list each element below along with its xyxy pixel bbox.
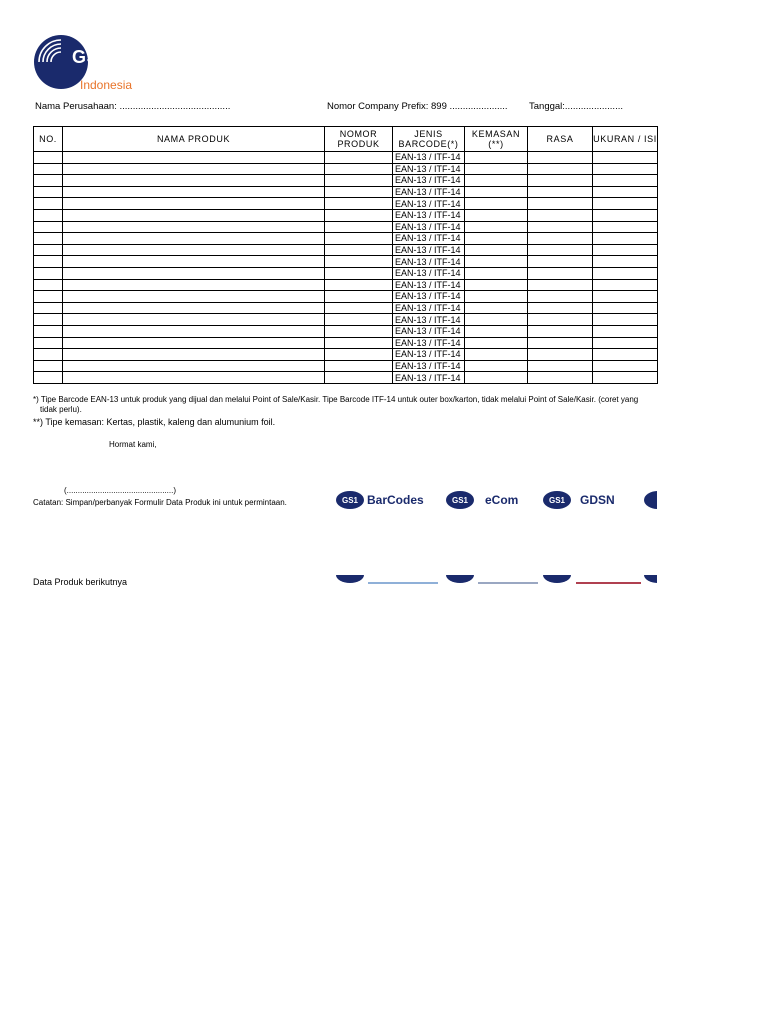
- barcode-type-cell[interactable]: EAN-13 / ITF-14: [393, 337, 465, 349]
- table-cell[interactable]: [465, 349, 528, 361]
- table-cell[interactable]: [325, 186, 393, 198]
- table-cell[interactable]: [528, 198, 593, 210]
- table-row: [34, 221, 658, 233]
- brand-strip: [336, 489, 657, 513]
- table-cell[interactable]: [34, 256, 63, 268]
- table-row: [34, 163, 658, 175]
- table-cell[interactable]: [63, 221, 325, 233]
- table-cell[interactable]: [528, 244, 593, 256]
- gdsn-brand-icon: [543, 491, 615, 509]
- table-row: [34, 267, 658, 279]
- table-cell[interactable]: [325, 360, 393, 372]
- col-kemasan-line1: KEMASAN: [471, 129, 521, 139]
- table-cell[interactable]: [465, 291, 528, 303]
- date-field: Tanggal:......................: [529, 101, 623, 112]
- brand-ecom: eCom: [485, 493, 519, 507]
- col-kemasan-line2: (**): [488, 139, 504, 149]
- gs1-mini-logo-cut: [446, 575, 474, 583]
- table-cell[interactable]: [528, 209, 593, 221]
- logo-subtitle: Indonesia: [80, 78, 133, 92]
- table-cell[interactable]: [63, 152, 325, 164]
- gs1-mini-logo-cut: [336, 575, 364, 583]
- barcode-type-cell[interactable]: EAN-13 / ITF-14: [393, 372, 465, 384]
- table-cell[interactable]: [465, 372, 528, 384]
- gs1-mini-logo-cut: [543, 575, 571, 583]
- table-row: [34, 360, 658, 372]
- table-cell[interactable]: [34, 221, 63, 233]
- col-kemasan: [465, 127, 528, 152]
- note-barcode-line1: *) Tipe Barcode EAN-13 untuk produk yang dijual dan melalui Point of Sale/Kasir. Tipe Barcode ITF-14 untuk outer box/karton, tidak melalui Point of Sale/Kasir. (coret yang: [33, 395, 639, 404]
- gs1-mini-logo: GS1: [446, 491, 474, 509]
- table-cell[interactable]: [63, 325, 325, 337]
- note-kemasan: **) Tipe kemasan: Kertas, plastik, kaleng dan alumunium foil.: [33, 417, 276, 427]
- table-cell[interactable]: [593, 163, 658, 175]
- table-cell[interactable]: [325, 209, 393, 221]
- barcode-type-cell[interactable]: EAN-13 / ITF-14: [393, 221, 465, 233]
- table-row: [34, 291, 658, 303]
- table-cell[interactable]: [63, 163, 325, 175]
- barcode-type-cell[interactable]: EAN-13 / ITF-14: [393, 267, 465, 279]
- table-cell[interactable]: [465, 256, 528, 268]
- table-cell[interactable]: [34, 372, 63, 384]
- table-cell[interactable]: [593, 291, 658, 303]
- table-cell[interactable]: [34, 267, 63, 279]
- table-cell[interactable]: [465, 163, 528, 175]
- table-cell[interactable]: [593, 349, 658, 361]
- table-cell[interactable]: [63, 349, 325, 361]
- table-cell[interactable]: [34, 209, 63, 221]
- table-cell[interactable]: [593, 337, 658, 349]
- table-cell[interactable]: [528, 360, 593, 372]
- closing-text: Hormat kami,: [109, 440, 157, 449]
- brand-gdsn: GDSN: [580, 493, 615, 507]
- table-cell[interactable]: [63, 267, 325, 279]
- table-cell[interactable]: [34, 198, 63, 210]
- table-cell[interactable]: [325, 302, 393, 314]
- table-cell[interactable]: [63, 360, 325, 372]
- company-prefix-field: Nomor Company Prefix: 899 ......................: [327, 101, 508, 112]
- table-cell[interactable]: [528, 163, 593, 175]
- table-cell[interactable]: [34, 163, 63, 175]
- table-cell[interactable]: [325, 233, 393, 245]
- table-cell[interactable]: [465, 152, 528, 164]
- table-cell[interactable]: [465, 302, 528, 314]
- barcode-type-cell[interactable]: EAN-13 / ITF-14: [393, 198, 465, 210]
- table-cell[interactable]: [465, 337, 528, 349]
- signature-line: (................................................): [64, 486, 177, 495]
- table-cell[interactable]: [593, 233, 658, 245]
- table-cell[interactable]: [528, 314, 593, 326]
- table-cell[interactable]: [465, 279, 528, 291]
- ecom-brand-icon: [446, 491, 518, 509]
- gs1-mini-logo: GS1: [336, 491, 364, 509]
- table-cell[interactable]: [325, 198, 393, 210]
- table-cell[interactable]: [465, 221, 528, 233]
- table-cell[interactable]: [593, 186, 658, 198]
- table-cell[interactable]: [465, 186, 528, 198]
- table-cell[interactable]: [63, 256, 325, 268]
- table-cell[interactable]: [34, 325, 63, 337]
- table-cell[interactable]: [34, 175, 63, 187]
- table-cell[interactable]: [325, 256, 393, 268]
- barcode-type-cell[interactable]: EAN-13 / ITF-14: [393, 175, 465, 187]
- table-cell[interactable]: [63, 233, 325, 245]
- table-cell[interactable]: [325, 372, 393, 384]
- table-row: [34, 152, 658, 164]
- barcode-type-cell[interactable]: EAN-13 / ITF-14: [393, 152, 465, 164]
- col-no: NO.: [34, 127, 63, 152]
- col-nomor-line2: PRODUK: [337, 139, 380, 149]
- next-data-label: Data Produk berikutnya: [33, 577, 128, 587]
- logo-mark: GS1: [72, 47, 110, 67]
- table-cell[interactable]: [34, 152, 63, 164]
- col-jenis-line2: BARCODE(*): [398, 139, 459, 149]
- gs1-mini-logo: GS1: [543, 491, 571, 509]
- table-cell[interactable]: [465, 244, 528, 256]
- col-rasa: RASA: [528, 127, 593, 152]
- table-cell[interactable]: [34, 186, 63, 198]
- table-cell[interactable]: [63, 175, 325, 187]
- note-barcode-line2: tidak perlu).: [40, 405, 82, 414]
- table-cell[interactable]: [325, 244, 393, 256]
- table-cell[interactable]: [34, 337, 63, 349]
- table-cell[interactable]: [528, 337, 593, 349]
- table-row: [34, 198, 658, 210]
- table-cell[interactable]: [528, 279, 593, 291]
- table-cell[interactable]: [593, 314, 658, 326]
- table-cell[interactable]: [593, 175, 658, 187]
- table-cell[interactable]: [528, 325, 593, 337]
- brand-barcodes: BarCodes: [367, 493, 424, 507]
- barcode-type-cell[interactable]: EAN-13 / ITF-14: [393, 244, 465, 256]
- divider: [576, 582, 641, 584]
- table-cell[interactable]: [325, 267, 393, 279]
- table-cell[interactable]: [325, 152, 393, 164]
- col-nama-produk: NAMA PRODUK: [63, 127, 325, 152]
- table-cell[interactable]: [528, 291, 593, 303]
- divider: [368, 582, 438, 584]
- table-cell[interactable]: [325, 325, 393, 337]
- table-cell[interactable]: [63, 302, 325, 314]
- barcode-type-cell[interactable]: EAN-13 / ITF-14: [393, 186, 465, 198]
- col-jenis-line1: JENIS: [414, 129, 443, 139]
- table-cell[interactable]: [528, 152, 593, 164]
- table-cell[interactable]: [325, 221, 393, 233]
- barcode-type-cell[interactable]: EAN-13 / ITF-14: [393, 256, 465, 268]
- barcode-type-cell[interactable]: EAN-13 / ITF-14: [393, 163, 465, 175]
- barcode-type-cell[interactable]: EAN-13 / ITF-14: [393, 349, 465, 361]
- table-cell[interactable]: [528, 186, 593, 198]
- table-cell[interactable]: [465, 175, 528, 187]
- table-cell[interactable]: [34, 279, 63, 291]
- table-cell[interactable]: [63, 198, 325, 210]
- table-cell[interactable]: [63, 186, 325, 198]
- table-cell[interactable]: [34, 349, 63, 361]
- table-cell[interactable]: [63, 209, 325, 221]
- barcode-type-cell[interactable]: EAN-13 / ITF-14: [393, 291, 465, 303]
- table-cell[interactable]: [593, 360, 658, 372]
- table-cell[interactable]: [63, 291, 325, 303]
- table-row: [34, 302, 658, 314]
- table-row: [34, 256, 658, 268]
- col-nomor-line1: NOMOR: [339, 129, 378, 139]
- table-cell[interactable]: [325, 349, 393, 361]
- barcode-type-cell[interactable]: EAN-13 / ITF-14: [393, 209, 465, 221]
- table-cell[interactable]: [593, 152, 658, 164]
- table-cell[interactable]: [528, 372, 593, 384]
- table-cell[interactable]: [34, 302, 63, 314]
- table-cell[interactable]: [34, 291, 63, 303]
- table-cell[interactable]: [63, 372, 325, 384]
- table-cell[interactable]: [465, 325, 528, 337]
- table-cell[interactable]: [465, 198, 528, 210]
- table-row: [34, 186, 658, 198]
- table-cell[interactable]: [34, 314, 63, 326]
- table-cell[interactable]: [34, 244, 63, 256]
- table-cell[interactable]: [325, 163, 393, 175]
- barcode-type-cell[interactable]: EAN-13 / ITF-14: [393, 233, 465, 245]
- table-row: [34, 372, 658, 384]
- table-cell[interactable]: [528, 221, 593, 233]
- table-row: [34, 233, 658, 245]
- table-cell[interactable]: [325, 175, 393, 187]
- gs1-mini-logo-cut: [644, 491, 657, 509]
- table-cell[interactable]: [325, 337, 393, 349]
- barcode-type-cell[interactable]: EAN-13 / ITF-14: [393, 279, 465, 291]
- table-cell[interactable]: [528, 267, 593, 279]
- table-cell[interactable]: [325, 291, 393, 303]
- table-cell[interactable]: [528, 256, 593, 268]
- table-cell[interactable]: [63, 337, 325, 349]
- table-cell[interactable]: [593, 372, 658, 384]
- table-cell[interactable]: [34, 360, 63, 372]
- col-ukuran-isi: UKURAN / ISI: [593, 127, 658, 152]
- table-row: [34, 314, 658, 326]
- table-cell[interactable]: [325, 279, 393, 291]
- divider: [478, 582, 538, 584]
- table-row: [34, 337, 658, 349]
- brand-strip-cut: [336, 575, 657, 587]
- table-cell[interactable]: [63, 244, 325, 256]
- table-cell[interactable]: [593, 209, 658, 221]
- catatan-text: Catatan: Simpan/perbanyak Formulir Data Produk ini untuk permintaan.: [33, 498, 287, 507]
- table-cell[interactable]: [528, 175, 593, 187]
- table-cell[interactable]: [465, 314, 528, 326]
- table-cell[interactable]: [593, 325, 658, 337]
- table-cell[interactable]: [325, 314, 393, 326]
- table-cell[interactable]: [593, 279, 658, 291]
- barcode-type-cell[interactable]: EAN-13 / ITF-14: [393, 314, 465, 326]
- table-row: [34, 175, 658, 187]
- barcode-type-cell[interactable]: EAN-13 / ITF-14: [393, 325, 465, 337]
- table-cell[interactable]: [593, 302, 658, 314]
- barcode-type-cell[interactable]: EAN-13 / ITF-14: [393, 302, 465, 314]
- table-cell[interactable]: [465, 267, 528, 279]
- table-row: [34, 244, 658, 256]
- table-cell[interactable]: [63, 279, 325, 291]
- col-nomor-produk: [325, 127, 393, 152]
- table-cell[interactable]: [593, 267, 658, 279]
- table-row: [34, 325, 658, 337]
- table-cell[interactable]: [528, 349, 593, 361]
- table-cell[interactable]: [593, 244, 658, 256]
- company-name-field: Nama Perusahaan: ..........................................: [35, 101, 231, 112]
- table-cell[interactable]: [593, 221, 658, 233]
- gs1-mini-logo-cut: [644, 575, 657, 583]
- table-cell[interactable]: [465, 209, 528, 221]
- table-row: [34, 209, 658, 221]
- table-row: [34, 349, 658, 361]
- barcodes-brand-icon: [336, 491, 424, 509]
- barcode-type-cell[interactable]: EAN-13 / ITF-14: [393, 360, 465, 372]
- table-cell[interactable]: [465, 360, 528, 372]
- table-cell[interactable]: [593, 198, 658, 210]
- product-table: [33, 126, 658, 384]
- col-jenis-barcode: [393, 127, 465, 152]
- table-cell[interactable]: [63, 314, 325, 326]
- table-row: [34, 279, 658, 291]
- table-cell[interactable]: [528, 233, 593, 245]
- table-cell[interactable]: [465, 233, 528, 245]
- table-header-row: [34, 127, 658, 152]
- table-cell[interactable]: [593, 256, 658, 268]
- table-cell[interactable]: [528, 302, 593, 314]
- table-cell[interactable]: [34, 233, 63, 245]
